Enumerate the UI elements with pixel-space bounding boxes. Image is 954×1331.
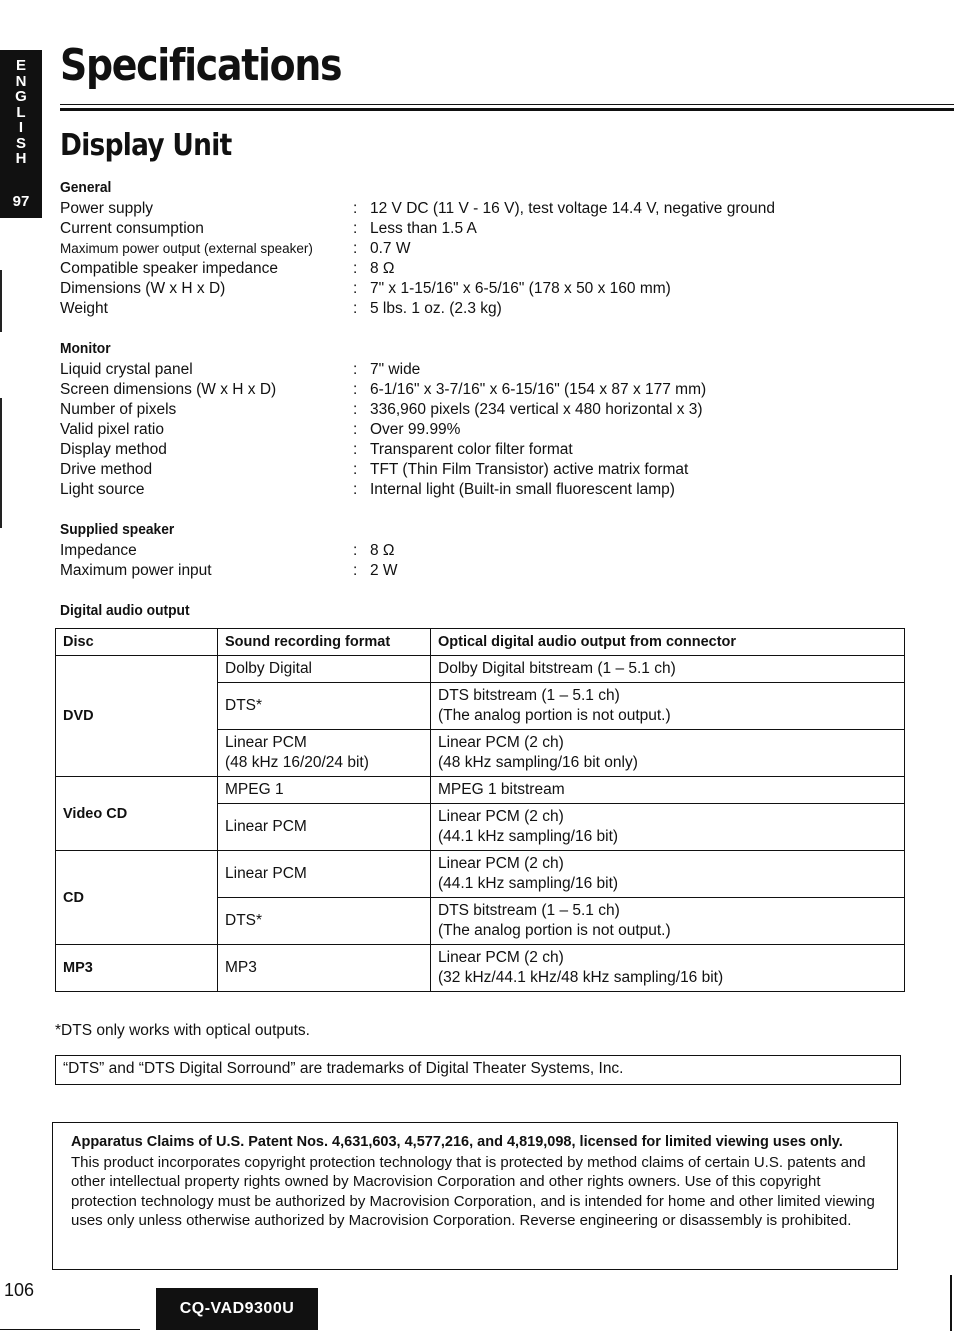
disc-cell: Video CD [56, 777, 218, 851]
patent-body: This product incorporates copyright protection technology that is protected by method claims of certain U.S. patents and other intellectual property rights owned by Macrovision Corporation and other rights owners. Use of this copyright protection technology must be authorized by Macrovision Corporation, and is intended for home and other limited viewing uses only unless otherwise authorized by Macrovision Corporation. Reverse engineering or disassembly is prohibited. [71, 1153, 875, 1229]
monitor-heading: Monitor [60, 340, 111, 357]
spec-value: Internal light (Built-in small fluorescent lamp) [370, 481, 675, 498]
language-tab-letter: G [15, 88, 27, 105]
format-cell: Linear PCM [218, 851, 431, 898]
spec-separator: : [353, 240, 358, 257]
disc-cell: DVD [56, 656, 218, 777]
spec-separator: : [353, 461, 358, 478]
title-rule [60, 104, 954, 105]
language-tab [0, 50, 42, 218]
language-tab-letter: E [15, 57, 26, 74]
spec-separator: : [353, 300, 358, 317]
spec-row [60, 541, 800, 561]
general-heading: General [60, 179, 112, 196]
table-row [56, 777, 905, 804]
trademark-note: “DTS” and “DTS Digital Sorround” are trademarks of Digital Theater Systems, Inc. [55, 1055, 901, 1085]
spec-label: Dimensions (W x H x D) [60, 280, 226, 297]
format-cell: Linear PCM (48 kHz 16/20/24 bit) [218, 730, 431, 777]
format-cell: DTS* [218, 898, 431, 945]
spec-value: 12 V DC (11 V - 16 V), test voltage 14.4 V, negative ground [370, 200, 775, 217]
spec-value: Less than 1.5 A [370, 220, 477, 237]
spec-label: Drive method [60, 461, 153, 478]
spec-separator: : [353, 220, 358, 237]
digital-audio-table [55, 628, 905, 992]
spec-label: Current consumption [60, 220, 204, 237]
spec-separator: : [353, 542, 358, 559]
spec-label: Valid pixel ratio [60, 421, 164, 438]
table-row [56, 851, 905, 898]
patent-lead: Apparatus Claims of U.S. Patent Nos. 4,631,603, 4,577,216, and 4,819,098, licensed for limited viewing uses only. [71, 1134, 843, 1150]
format-cell: MPEG 1 [218, 777, 431, 804]
spec-separator: : [353, 562, 358, 579]
spec-value: 5 lbs. 1 oz. (2.3 kg) [370, 300, 502, 317]
spec-row [60, 440, 800, 460]
language-tab-letter: N [15, 72, 27, 90]
spec-value: TFT (Thin Film Transistor) active matrix format [370, 461, 689, 478]
monitor-spec-list [60, 360, 800, 500]
spec-separator: : [353, 280, 358, 297]
language-tab-letter: S [15, 134, 26, 152]
spec-label: Maximum power output (external speaker) [60, 241, 313, 256]
language-tab-letters [0, 50, 42, 167]
digital-audio-heading: Digital audio output [60, 602, 190, 619]
spec-value: 336,960 pixels (234 vertical x 480 horizontal x 3) [370, 401, 703, 418]
table-header-row [56, 629, 905, 656]
spec-separator: : [353, 260, 358, 277]
margin-bar [950, 1275, 952, 1331]
output-cell: Linear PCM (2 ch) (44.1 kHz sampling/16 bit) [431, 804, 905, 851]
output-cell: Linear PCM (2 ch) (44.1 kHz sampling/16 bit) [431, 851, 905, 898]
spec-row [60, 480, 800, 500]
spec-separator: : [353, 381, 358, 398]
disc-cell: CD [56, 851, 218, 945]
language-tab-letter: I [18, 119, 24, 136]
page-number: 106 [4, 1280, 35, 1300]
disc-cell: MP3 [56, 945, 218, 992]
model-badge: CQ-VAD9300U [156, 1288, 318, 1330]
spec-row [60, 380, 800, 400]
spec-label: Light source [60, 481, 145, 498]
spec-value: 8 Ω [370, 542, 395, 559]
table-row [56, 945, 905, 992]
supplied-speaker-spec-list [60, 541, 800, 581]
margin-bar [0, 398, 2, 528]
title-rule [60, 108, 954, 111]
general-spec-list [60, 199, 800, 319]
spec-label: Maximum power input [60, 562, 212, 579]
spec-row [60, 299, 800, 319]
spec-value: 2 W [370, 562, 398, 579]
format-cell: Linear PCM [218, 804, 431, 851]
table-row [56, 656, 905, 683]
spec-row [60, 239, 800, 259]
spec-row [60, 460, 800, 480]
spec-row [60, 219, 800, 239]
spec-value: 0.7 W [370, 240, 411, 257]
spec-value: 8 Ω [370, 260, 395, 277]
patent-notice [52, 1122, 898, 1270]
spec-label: Impedance [60, 542, 137, 559]
format-cell: Dolby Digital [218, 656, 431, 683]
column-header-disc: Disc [56, 629, 218, 656]
spec-value: 7" wide [370, 361, 421, 378]
output-cell: Linear PCM (2 ch) (48 kHz sampling/16 bit only) [431, 730, 905, 777]
spec-row [60, 279, 800, 299]
spec-value: 7" x 1-15/16" x 6-5/16" (178 x 50 x 160 mm) [370, 280, 671, 297]
spec-label: Screen dimensions (W x H x D) [60, 381, 277, 398]
spec-row [60, 420, 800, 440]
spec-row [60, 259, 800, 279]
output-cell: MPEG 1 bitstream [431, 777, 905, 804]
spec-value: Over 99.99% [370, 421, 461, 438]
spec-separator: : [353, 421, 358, 438]
spec-label: Number of pixels [60, 401, 177, 418]
language-tab-letter: L [16, 103, 26, 121]
language-tab-page-ref: 97 [12, 193, 30, 210]
spec-value: Transparent color filter format [370, 441, 573, 458]
format-cell: DTS* [218, 683, 431, 730]
output-cell: DTS bitstream (1 – 5.1 ch) (The analog portion is not output.) [431, 683, 905, 730]
supplied-speaker-heading: Supplied speaker [60, 521, 175, 538]
column-header-output: Optical digital audio output from connector [431, 629, 905, 656]
spec-label: Compatible speaker impedance [60, 260, 278, 277]
spec-label: Liquid crystal panel [60, 361, 193, 378]
section-title: Display Unit [60, 128, 232, 163]
spec-separator: : [353, 441, 358, 458]
spec-label: Weight [60, 300, 108, 317]
spec-separator: : [353, 200, 358, 217]
spec-label: Power supply [60, 200, 154, 217]
dts-footnote: *DTS only works with optical outputs. [55, 1022, 310, 1039]
spec-value: 6-1/16" x 3-7/16" x 6-15/16" (154 x 87 x 177 mm) [370, 381, 707, 398]
output-cell: DTS bitstream (1 – 5.1 ch) (The analog portion is not output.) [431, 898, 905, 945]
output-cell: Dolby Digital bitstream (1 – 5.1 ch) [431, 656, 905, 683]
column-header-format: Sound recording format [218, 629, 431, 656]
format-cell: MP3 [218, 945, 431, 992]
spec-separator: : [353, 481, 358, 498]
page-title: Specifications [60, 40, 342, 91]
spec-row [60, 561, 800, 581]
spec-row [60, 360, 800, 380]
digital-audio-table-body [56, 656, 905, 992]
footer-rule [0, 1329, 140, 1330]
spec-row [60, 199, 800, 219]
output-cell: Linear PCM (2 ch) (32 kHz/44.1 kHz/48 kHz sampling/16 bit) [431, 945, 905, 992]
spec-separator: : [353, 361, 358, 378]
spec-label: Display method [60, 441, 167, 458]
language-tab-letter: H [15, 150, 27, 167]
spec-separator: : [353, 401, 358, 418]
margin-bar [0, 270, 2, 332]
spec-row [60, 400, 800, 420]
